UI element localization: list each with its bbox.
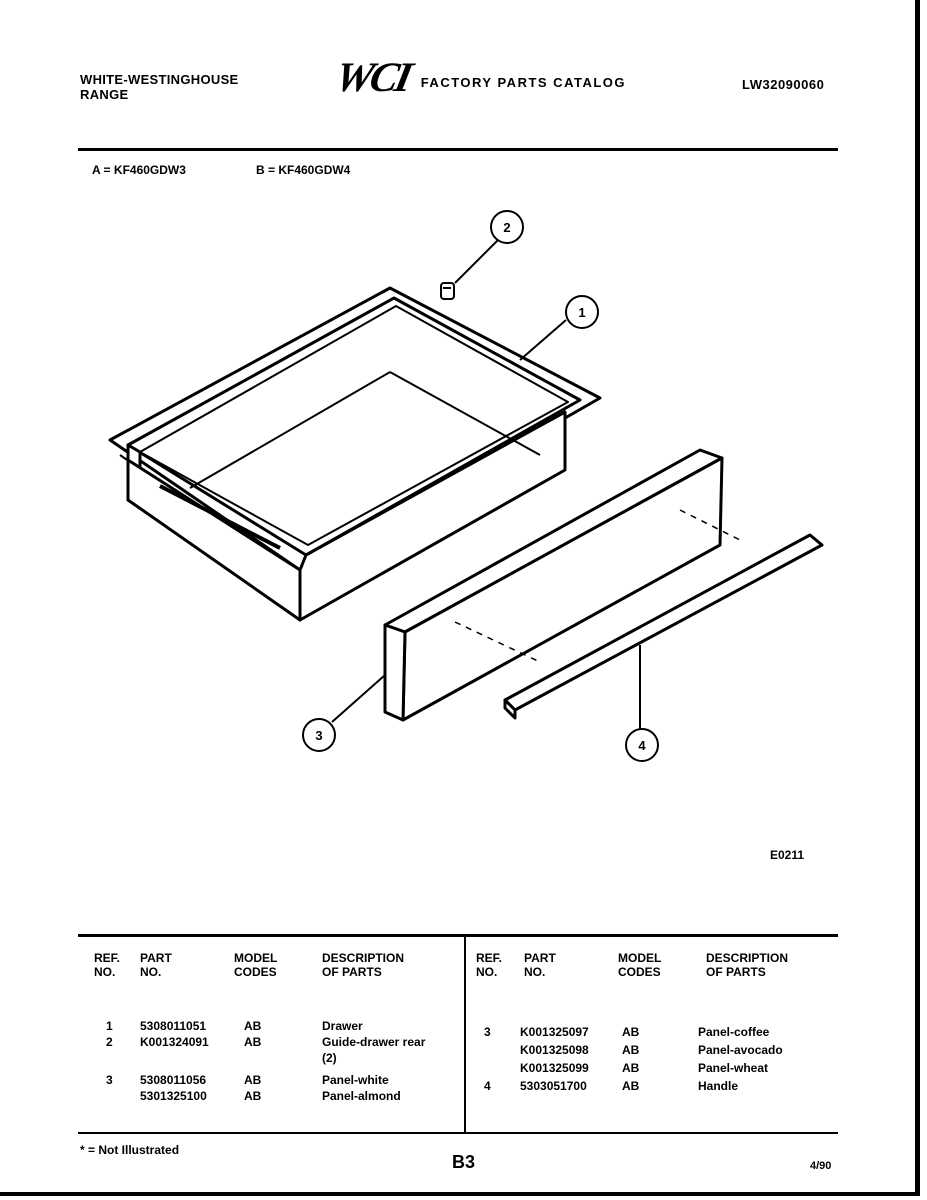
guide-clip-illustration [441, 283, 454, 299]
header-rule [78, 148, 838, 151]
callout-3-label: 3 [315, 728, 323, 743]
not-illustrated-note: * = Not Illustrated [80, 1143, 180, 1157]
exploded-parts-diagram [0, 180, 927, 820]
callout-2-label: 2 [503, 220, 511, 235]
brand-name: WHITE-WESTINGHOUSE [80, 72, 239, 87]
header-model-codes-right: MODEL CODES [618, 951, 662, 979]
header-model-codes: MODEL CODES [234, 951, 278, 979]
revision-date: 4/90 [810, 1160, 832, 1172]
header-description: DESCRIPTION OF PARTS [322, 951, 405, 979]
product-type: RANGE [80, 87, 129, 102]
header-description-right: DESCRIPTION OF PARTS [706, 951, 789, 979]
wci-logo: WCI [331, 55, 414, 101]
callout-2 [491, 211, 523, 243]
callout-3 [303, 719, 335, 751]
table-column-divider [464, 937, 466, 1132]
catalog-header [331, 55, 627, 101]
catalog-title: FACTORY PARTS CATALOG [420, 74, 627, 90]
callout-1-label: 1 [578, 305, 586, 320]
model-a: A = KF460GDW3 [92, 163, 186, 177]
header-ref-no: REF. NO. [94, 951, 121, 979]
page-number: B3 [452, 1152, 476, 1172]
model-b: B = KF460GDW4 [256, 163, 351, 177]
callout-4 [626, 729, 658, 761]
parts-table: REF. NO. PART NO. MODEL CODES DESCRIPTION OF PARTS REF. NO. PART NO. MODEL CODES DESCRIPTION OF PARTS 1 5308011051 AB Drawer 2 K001324091 AB Guide-drawer rear (2) 3 5308011056 AB Panel-white 5301325100 AB Panel-almond 3 K001325097 AB Panel-coffee K001325098 AB Panel-avocado K001325099 AB Panel-wheat 4 5303051700 AB Handle [78, 934, 838, 1134]
callout-1 [566, 296, 598, 328]
callout-4-label: 4 [638, 738, 646, 753]
brand-block [80, 72, 239, 102]
header-ref-no-right: REF. NO. [476, 951, 503, 979]
document-number: LW32090060 [742, 77, 825, 92]
diagram-code: E0211 [770, 848, 805, 862]
header-part-no-right: PART NO. [524, 951, 556, 979]
header-part-no: PART NO. [140, 951, 172, 979]
